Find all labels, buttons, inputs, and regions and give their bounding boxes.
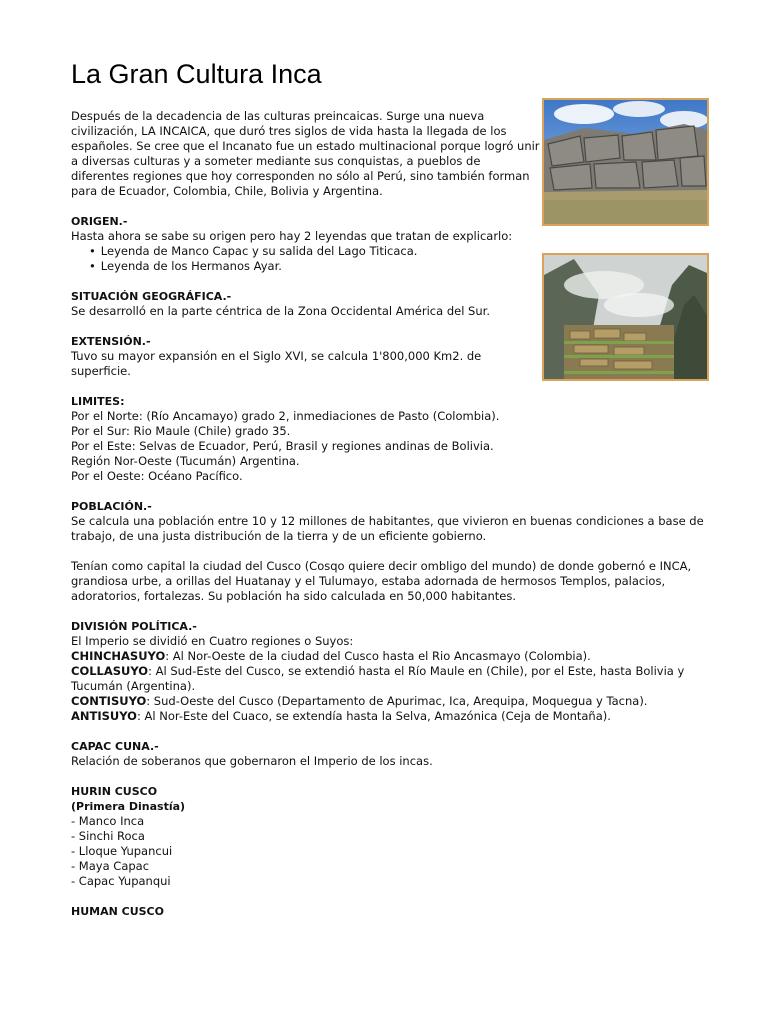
extension-heading: EXTENSIÓN.- xyxy=(71,335,151,348)
poblacion-paragraph: Se calcula una población entre 10 y 12 millones de habitantes, que vivieron en buenas condiciones a base de trabajo, de una justa distribución de la tierra y de un eficiente gobierno. xyxy=(71,514,704,543)
ruler-item: - Maya Capac xyxy=(71,859,150,873)
hurin-heading: HURIN CUSCO xyxy=(71,785,158,798)
division-intro: El Imperio se dividió en Cuatro regiones o Suyos: xyxy=(71,634,354,648)
limites-line: Por el Oeste: Océano Pacífico. xyxy=(71,469,243,483)
section-origen xyxy=(71,214,541,274)
section-poblacion xyxy=(71,499,721,604)
poblacion-heading: POBLACIÓN.- xyxy=(71,500,152,513)
suyo-text: : Sud-Oeste del Cusco (Departamento de Apurimac, Ica, Arequipa, Moquegua y Tacna). xyxy=(146,694,648,708)
capac-heading: CAPAC CUNA.- xyxy=(71,740,159,753)
suyo-entry xyxy=(71,664,721,694)
suyo-name: ANTISUYO xyxy=(71,709,137,723)
poblacion-paragraph: Tenían como capital la ciudad del Cusco (Cosqo quiere decir ombligo del mundo) de donde gobernó e INCA, grandiosa urbe, a orillas del Huatanay y el Tulumayo, estaba adornada de hermosos Templos, palacios, adoratorios, fortalezas. Su población ha sido calculada en 50,000 habitantes. xyxy=(71,559,692,603)
section-limites xyxy=(71,394,721,484)
suyo-entry xyxy=(71,649,721,664)
limites-line: Región Nor-Oeste (Tucumán) Argentina. xyxy=(71,454,300,468)
suyo-text: : Al Nor-Oeste de la ciudad del Cusco hasta el Rio Ancasmayo (Colombia). xyxy=(165,649,591,663)
list-item: • Leyenda de los Hermanos Ayar. xyxy=(89,259,541,274)
section-hanan-cusco xyxy=(71,904,721,919)
ruler-item: - Manco Inca xyxy=(71,814,145,828)
hanan-heading: HUMAN CUSCO xyxy=(71,905,164,918)
section-hurin-cusco xyxy=(71,784,721,889)
limites-line: Por el Sur: Rio Maule (Chile) grado 35. xyxy=(71,424,291,438)
machu-picchu-photo xyxy=(542,253,709,381)
ruler-item: - Sinchi Roca xyxy=(71,829,145,843)
sacsayhuaman-photo xyxy=(542,98,709,226)
ruler-item: - Capac Yupanqui xyxy=(71,874,171,888)
section-extension xyxy=(71,334,511,379)
section-capac-cuna xyxy=(71,739,721,769)
suyo-entry xyxy=(71,694,721,709)
suyo-name: CHINCHASUYO xyxy=(71,649,166,663)
ruler-item: - Lloque Yupancui xyxy=(71,844,173,858)
suyo-text: : Al Nor-Este del Cuaco, se extendía hasta la Selva, Amazónica (Ceja de Montaña). xyxy=(136,709,611,723)
origen-list xyxy=(71,244,541,274)
limites-line: Por el Norte: (Río Ancamayo) grado 2, inmediaciones de Pasto (Colombia). xyxy=(71,409,500,423)
page-title: La Gran Cultura Inca xyxy=(71,59,322,89)
section-division xyxy=(71,619,721,724)
situacion-text: Se desarrolló en la parte céntrica de la Zona Occidental América del Sur. xyxy=(71,304,490,318)
limites-heading: LIMITES: xyxy=(71,395,125,408)
list-item: • Leyenda de Manco Capac y su salida del Lago Titicaca. xyxy=(89,244,541,259)
origen-heading: ORIGEN.- xyxy=(71,215,128,228)
suyo-name: COLLASUYO xyxy=(71,664,149,678)
extension-text: Tuvo su mayor expansión en el Siglo XVI, se calcula 1'800,000 Km2. de superficie. xyxy=(71,349,482,378)
situacion-heading: SITUACIÓN GEOGRÁFICA.- xyxy=(71,290,232,303)
intro-paragraph: Después de la decadencia de las culturas preincaicas. Surge una nueva civilización, LA INCAICA, que duró tres siglos de vida hasta la llegada de los españoles. Se cree que el Incanato fue un estado multinacional porque logró unir a diversas culturas y a someter mediante sus conquistas, a pueblos de diferentes regiones que hoy corresponden no sólo al Perú, sino también forman para de Ecuador, Colombia, Chile, Bolivia y Argentina. xyxy=(71,109,540,198)
limites-line: Por el Este: Selvas de Ecuador, Perú, Brasil y regiones andinas de Bolivia. xyxy=(71,439,494,453)
suyo-text: : Al Sud-Este del Cusco, se extendió hasta el Río Maule en (Chile), por el Este, hasta Bolivia y Tucumán (Argentina). xyxy=(71,664,685,693)
capac-text: Relación de soberanos que gobernaron el Imperio de los incas. xyxy=(71,754,433,768)
hurin-subheading: (Primera Dinastía) xyxy=(71,800,186,813)
division-heading: DIVISIÓN POLÍTICA.- xyxy=(71,620,197,633)
section-situacion xyxy=(71,289,541,319)
suyo-entry xyxy=(71,709,721,724)
origen-text: Hasta ahora se sabe su origen pero hay 2 leyendas que tratan de explicarlo: xyxy=(71,229,513,243)
suyo-name: CONTISUYO xyxy=(71,694,147,708)
